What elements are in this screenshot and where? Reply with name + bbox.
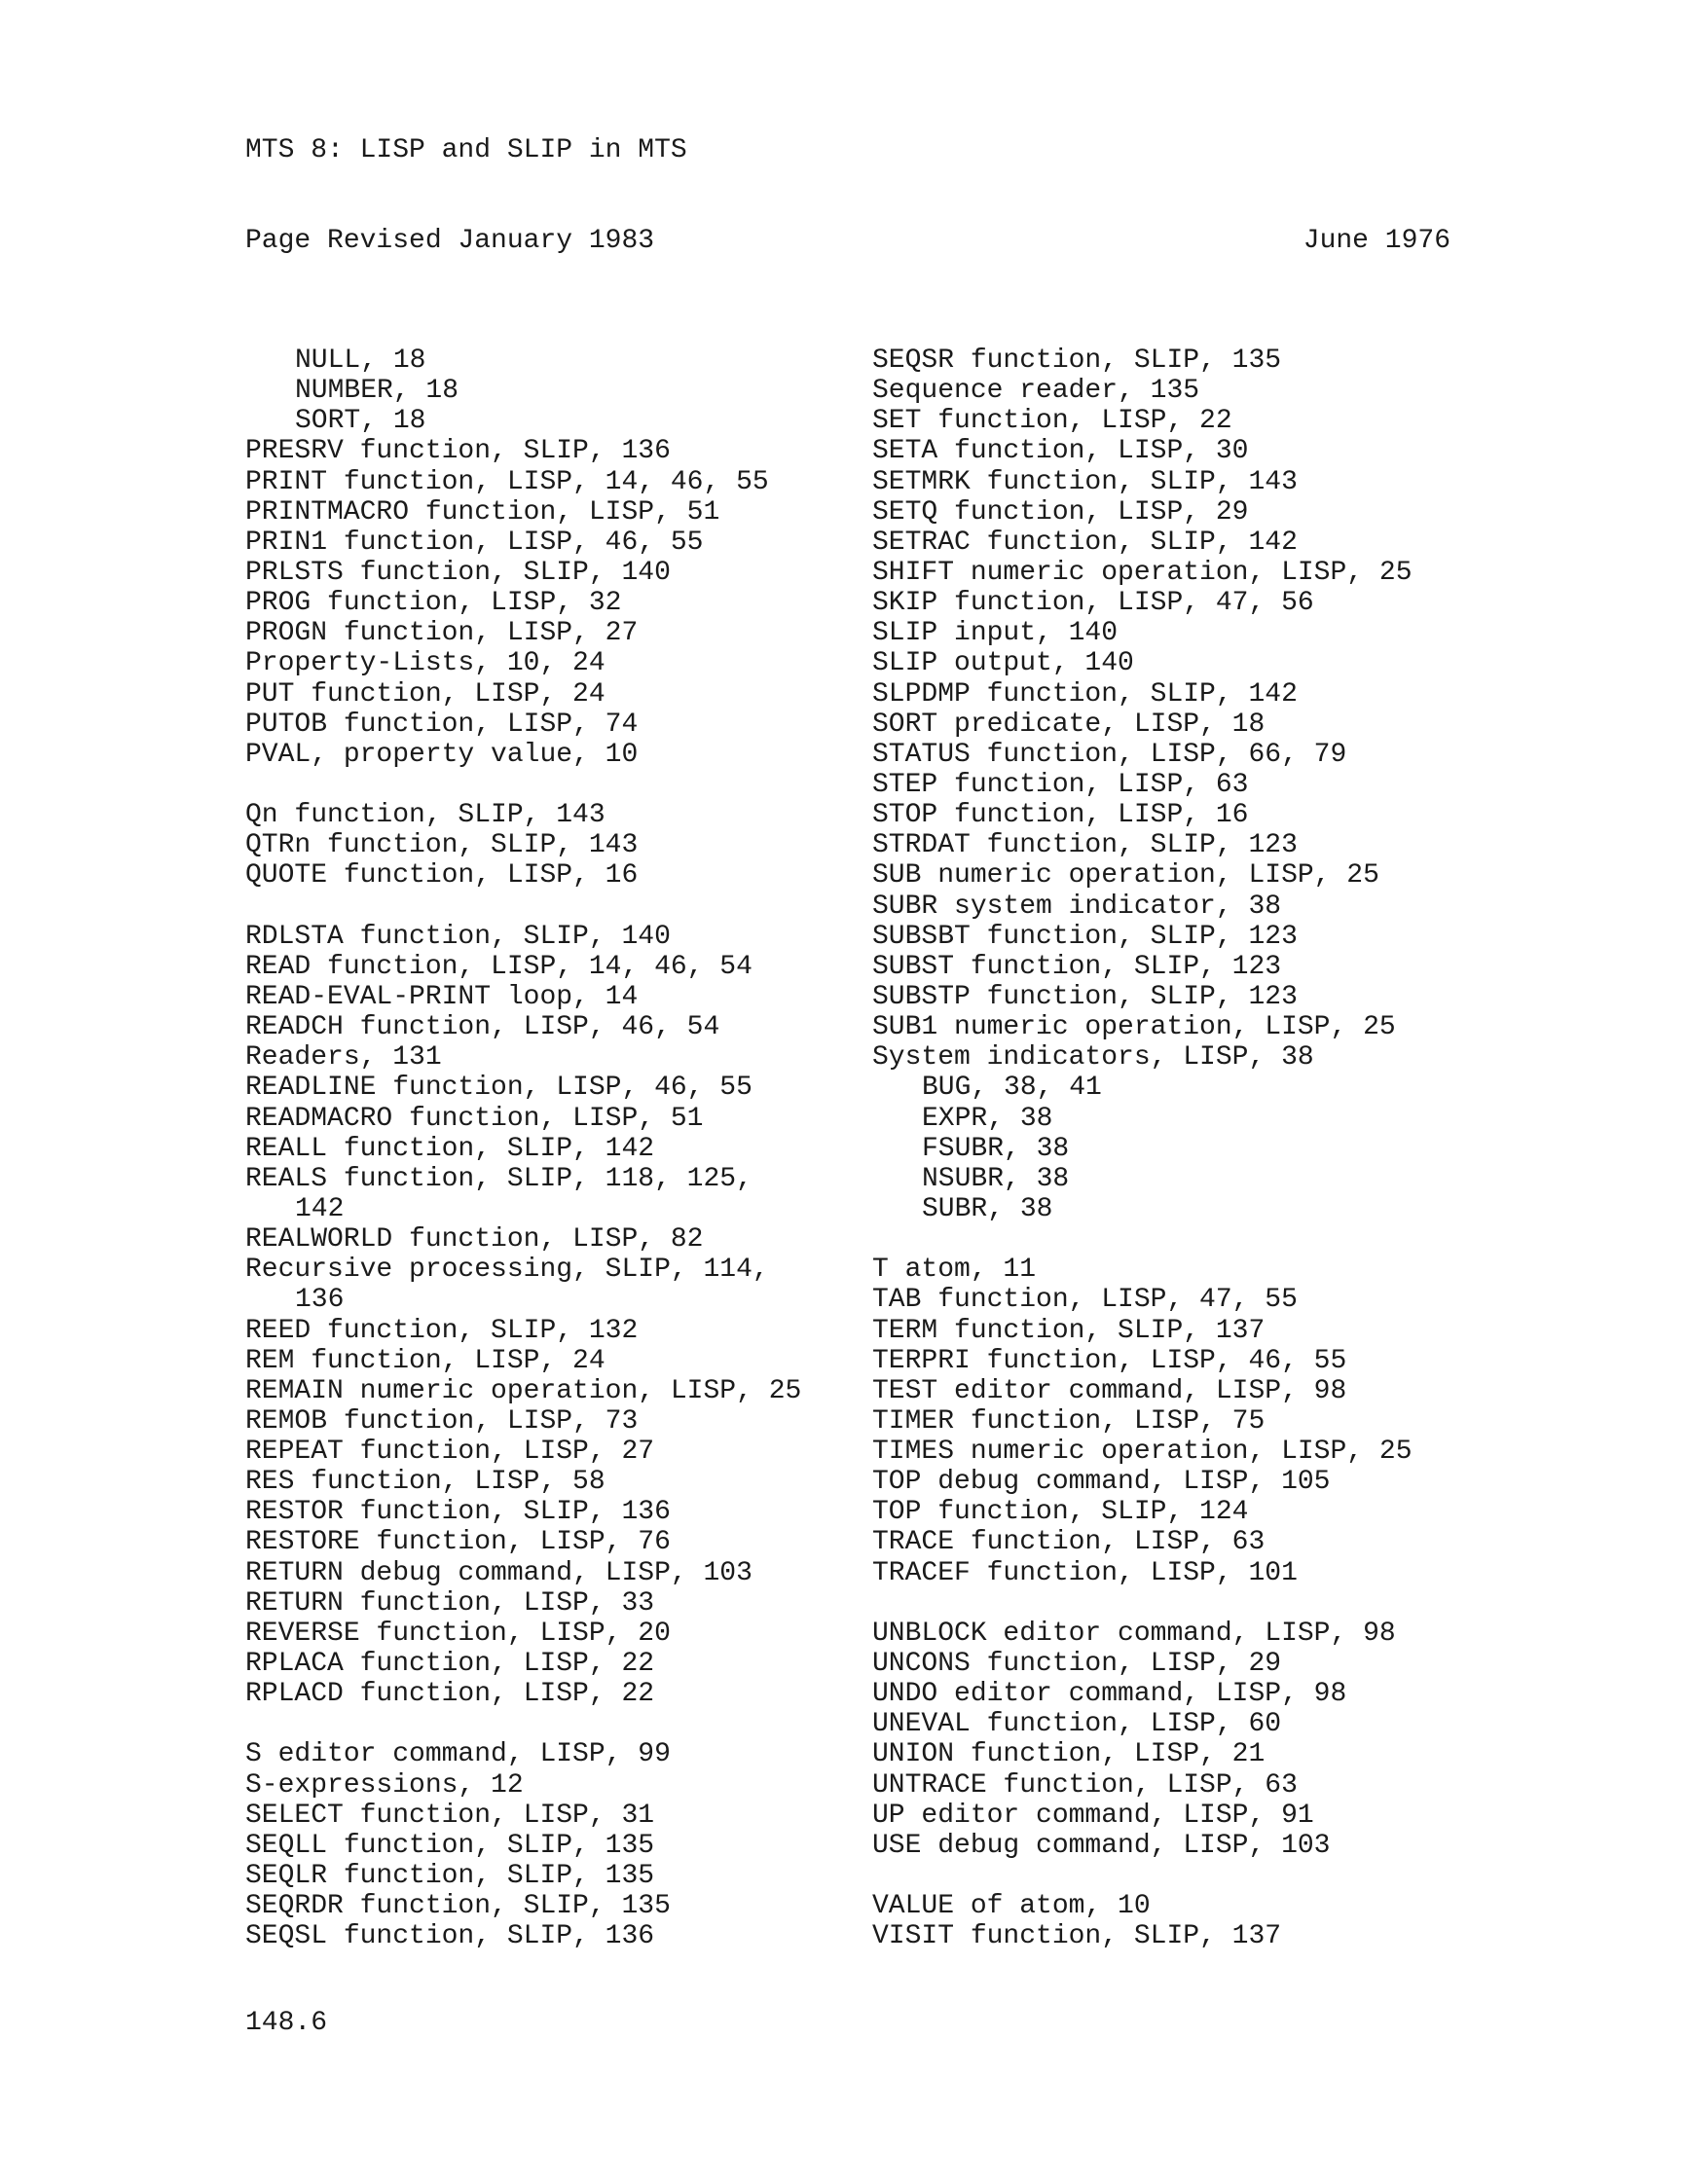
index-entry: REM function, LISP, 24 — [245, 1345, 605, 1376]
index-entry: UNTRACE function, LISP, 63 — [872, 1769, 1298, 1801]
index-entry: VISIT function, SLIP, 137 — [872, 1921, 1282, 1952]
index-entry: TRACE function, LISP, 63 — [872, 1527, 1266, 1558]
index-entry: TRACEF function, LISP, 101 — [872, 1557, 1298, 1588]
index-entry: SUBST function, SLIP, 123 — [872, 951, 1282, 982]
index-column-left — [245, 346, 801, 1951]
index-entry: TIMES numeric operation, LISP, 25 — [872, 1437, 1413, 1468]
index-entry: RETURN debug command, LISP, 103 — [245, 1557, 752, 1588]
index-entry: SUB numeric operation, LISP, 25 — [872, 860, 1379, 892]
index-entry: STATUS function, LISP, 66, 79 — [872, 739, 1347, 770]
index-entry: REALL function, SLIP, 142 — [245, 1133, 655, 1164]
index-entry: USE debug command, LISP, 103 — [872, 1830, 1331, 1861]
index-entry: SET function, LISP, 22 — [872, 406, 1232, 437]
index-entry: REPEAT function, LISP, 27 — [245, 1437, 655, 1468]
index-column-right — [872, 346, 1413, 1951]
index-entry: UNBLOCK editor command, LISP, 98 — [872, 1618, 1396, 1649]
index-spacer — [872, 1588, 1413, 1619]
index-entry: RDLSTA function, SLIP, 140 — [245, 921, 671, 952]
index-entry: SLIP output, 140 — [872, 648, 1134, 679]
index-subentry: BUG, 38, 41 — [922, 1073, 1102, 1104]
index-entry: System indicators, LISP, 38 — [872, 1042, 1314, 1074]
index-entry: REMOB function, LISP, 73 — [245, 1405, 639, 1437]
page-number: 148.6 — [245, 2008, 328, 2038]
index-entry: UNION function, LISP, 21 — [872, 1739, 1266, 1770]
index-entry: TIMER function, LISP, 75 — [872, 1405, 1266, 1437]
index-entry: SETMRK function, SLIP, 143 — [872, 466, 1298, 497]
index-entry: Sequence reader, 135 — [872, 376, 1200, 407]
index-entry: S editor command, LISP, 99 — [245, 1739, 671, 1770]
index-entry: STEP function, LISP, 63 — [872, 769, 1249, 800]
index-entry: TOP function, SLIP, 124 — [872, 1497, 1249, 1528]
index-entry: RPLACA function, LISP, 22 — [245, 1649, 655, 1680]
index-entry: PRESRV function, SLIP, 136 — [245, 436, 671, 467]
index-subentry: SUBR, 38 — [922, 1193, 1053, 1224]
index-spacer — [872, 1224, 1413, 1255]
index-subentry: NULL, 18 — [295, 346, 426, 376]
index-entry: Qn function, SLIP, 143 — [245, 800, 605, 831]
index-entry: REED function, SLIP, 132 — [245, 1315, 639, 1346]
index-entry: SELECT function, LISP, 31 — [245, 1800, 655, 1831]
index-entry: RESTORE function, LISP, 76 — [245, 1527, 671, 1558]
index-entry: PRINTMACRO function, LISP, 51 — [245, 496, 720, 528]
index-entry: UP editor command, LISP, 91 — [872, 1800, 1314, 1831]
index-entry: RPLACD function, LISP, 22 — [245, 1679, 655, 1710]
index-subentry: FSUBR, 38 — [922, 1133, 1070, 1164]
index-subentry: 136 — [295, 1285, 345, 1316]
index-entry: PRIN1 function, LISP, 46, 55 — [245, 527, 704, 558]
index-subentry: 142 — [295, 1193, 345, 1224]
index-entry: STOP function, LISP, 16 — [872, 800, 1249, 831]
index-entry: Recursive processing, SLIP, 114, — [245, 1255, 769, 1286]
index-entry: SORT predicate, LISP, 18 — [872, 709, 1266, 740]
index-entry: READ-EVAL-PRINT loop, 14 — [245, 981, 639, 1012]
index-entry: TOP debug command, LISP, 105 — [872, 1467, 1331, 1498]
index-entry: TERPRI function, LISP, 46, 55 — [872, 1345, 1347, 1376]
index-entry: SUB1 numeric operation, LISP, 25 — [872, 1012, 1396, 1043]
index-entry: SEQLR function, SLIP, 135 — [245, 1861, 655, 1892]
index-entry: SEQLL function, SLIP, 135 — [245, 1830, 655, 1861]
index-entry: SEQSR function, SLIP, 135 — [872, 346, 1282, 376]
index-entry: TEST editor command, LISP, 98 — [872, 1375, 1347, 1406]
index-entry: RES function, LISP, 58 — [245, 1467, 605, 1498]
index-entry: QUOTE function, LISP, 16 — [245, 860, 639, 892]
index-entry: UNDO editor command, LISP, 98 — [872, 1679, 1347, 1710]
index-entry: UNEVAL function, LISP, 60 — [872, 1709, 1282, 1740]
index-entry: Property-Lists, 10, 24 — [245, 648, 605, 679]
index-entry: PRLSTS function, SLIP, 140 — [245, 557, 671, 588]
index-entry: UNCONS function, LISP, 29 — [872, 1649, 1282, 1680]
index-entry: REMAIN numeric operation, LISP, 25 — [245, 1375, 802, 1406]
index-entry: T atom, 11 — [872, 1255, 1037, 1286]
index-entry: TAB function, LISP, 47, 55 — [872, 1285, 1298, 1316]
index-entry: Readers, 131 — [245, 1042, 442, 1074]
index-entry: PROG function, LISP, 32 — [245, 588, 622, 619]
index-entry: READMACRO function, LISP, 51 — [245, 1103, 704, 1134]
index-spacer — [245, 1709, 801, 1739]
index-entry: SUBSTP function, SLIP, 123 — [872, 981, 1298, 1012]
index-entry: READ function, LISP, 14, 46, 54 — [245, 951, 752, 982]
index-entry: SETQ function, LISP, 29 — [872, 496, 1249, 528]
index-entry: SUBSBT function, SLIP, 123 — [872, 921, 1298, 952]
index-entry: STRDAT function, SLIP, 123 — [872, 830, 1298, 861]
index-entry: READLINE function, LISP, 46, 55 — [245, 1073, 752, 1104]
index-subentry: EXPR, 38 — [922, 1103, 1053, 1134]
index-entry: PROGN function, LISP, 27 — [245, 618, 639, 649]
index-entry: SHIFT numeric operation, LISP, 25 — [872, 557, 1413, 588]
running-title: MTS 8: LISP and SLIP in MTS — [245, 135, 687, 165]
index-entry: SLPDMP function, SLIP, 142 — [872, 678, 1298, 710]
index-entry: PRINT function, LISP, 14, 46, 55 — [245, 466, 769, 497]
index-subentry: NSUBR, 38 — [922, 1163, 1070, 1194]
index-spacer — [872, 1861, 1413, 1891]
index-entry: PVAL, property value, 10 — [245, 739, 639, 770]
index-entry: SKIP function, LISP, 47, 56 — [872, 588, 1314, 619]
index-spacer — [245, 892, 801, 922]
revision-note: Page Revised January 1983 — [245, 226, 655, 256]
index-entry: SEQRDR function, SLIP, 135 — [245, 1891, 671, 1922]
index-entry: SUBR system indicator, 38 — [872, 891, 1282, 922]
index-entry: TERM function, SLIP, 137 — [872, 1315, 1266, 1346]
index-entry: SETA function, LISP, 30 — [872, 436, 1249, 467]
index-entry: QTRn function, SLIP, 143 — [245, 830, 639, 861]
index-entry: SLIP input, 140 — [872, 618, 1119, 649]
index-entry: PUTOB function, LISP, 74 — [245, 709, 639, 740]
index-entry: PUT function, LISP, 24 — [245, 678, 605, 710]
index-entry: REALWORLD function, LISP, 82 — [245, 1224, 704, 1256]
publication-date: June 1976 — [1303, 226, 1450, 256]
index-entry: READCH function, LISP, 46, 54 — [245, 1012, 720, 1043]
index-entry: S-expressions, 12 — [245, 1769, 524, 1801]
index-entry: SETRAC function, SLIP, 142 — [872, 527, 1298, 558]
index-subentry: SORT, 18 — [295, 406, 426, 437]
index-entry: REVERSE function, LISP, 20 — [245, 1618, 671, 1649]
index-entry: RETURN function, LISP, 33 — [245, 1587, 655, 1619]
index-entry: RESTOR function, SLIP, 136 — [245, 1497, 671, 1528]
index-entry: SEQSL function, SLIP, 136 — [245, 1921, 655, 1952]
index-subentry: NUMBER, 18 — [295, 376, 459, 407]
index-entry: VALUE of atom, 10 — [872, 1891, 1151, 1922]
index-spacer — [245, 770, 801, 800]
index-entry: REALS function, SLIP, 118, 125, — [245, 1163, 752, 1194]
